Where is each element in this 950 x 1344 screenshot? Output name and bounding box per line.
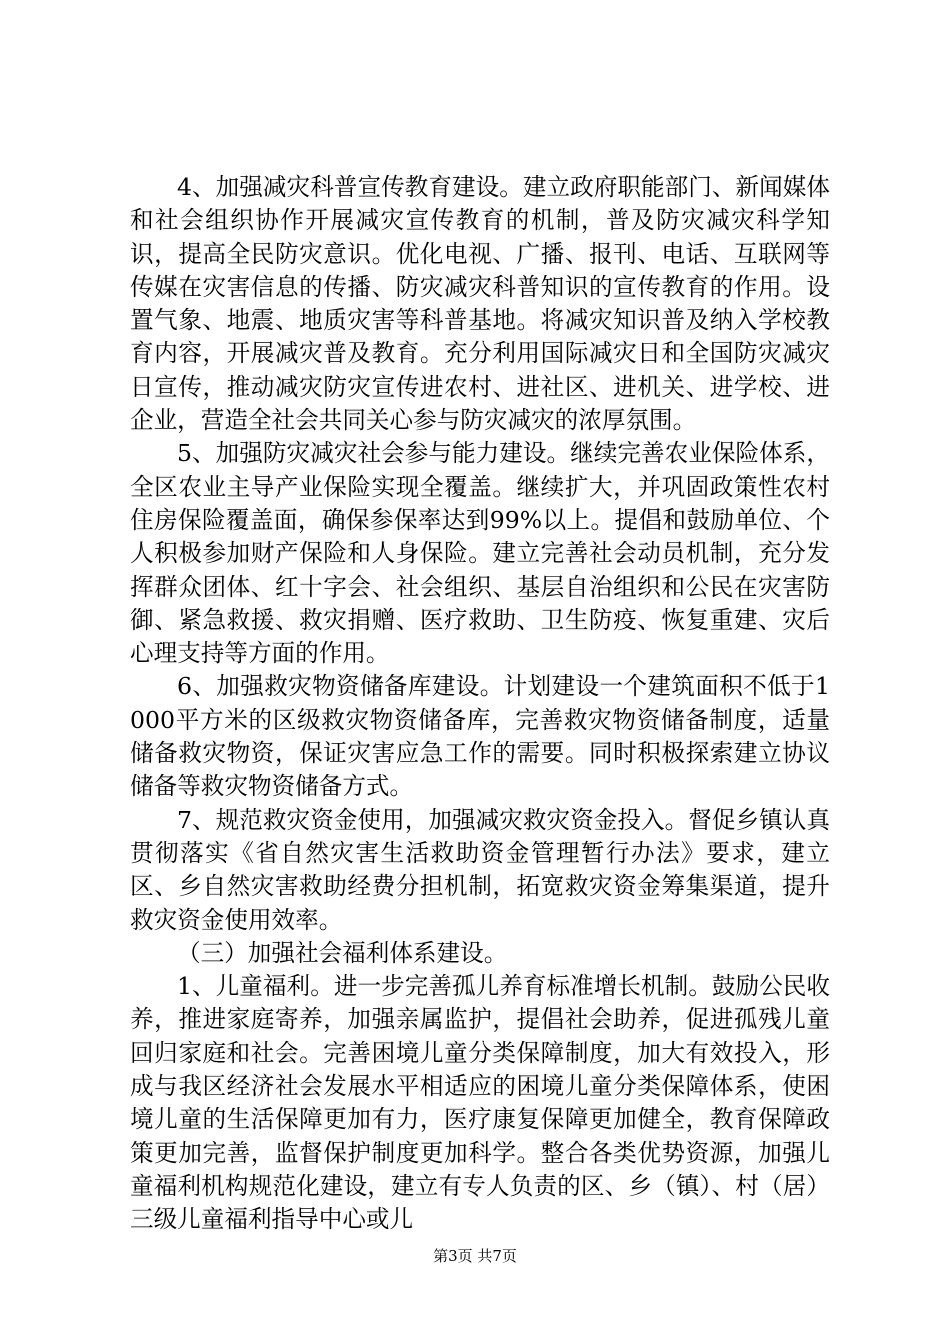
paragraph-disaster-education: 4、加强减灾科普宣传教育建设。建立政府职能部门、新闻媒体和社会组织协作开展减灾宣传教育的机制，普及防灾减灾科学知识，提高全民防灾意识。优化电视、广播、报刊、电话、互联网等传媒在灾害信息的传播、防灾减灾科普知识的宣传教育的作用。设置气象、地震、地质灾害等科普基地。将减灾知识普及纳入学校教育内容，开展减灾普及教育。充分利用国际减灾日和全国防灾减灾日宣传，推动减灾防灾宣传进农村、进社区、进机关、进学校、进企业，营造全社会共同关心参与防灾减灾的浓厚氛围。 (130, 173, 830, 435)
page-footer: 第3页 共7页 (433, 1247, 517, 1265)
paragraph-relief-funds: 7、规范救灾资金使用，加强减灾救灾资金投入。督促乡镇认真贯彻落实《省自然灾害生活救助资金管理暂行办法》要求，建立区、乡自然灾害救助经费分担机制，拓宽救灾资金筹集渠道，提升救灾资金使用效率。 (130, 805, 830, 934)
paragraph-social-participation: 5、加强防灾减灾社会参与能力建设。继续完善农业保险体系，全区农业主导产业保险实现全覆盖。继续扩大，并巩固政策性农村住房保险覆盖面，确保参保率达到99%以上。提倡和鼓励单位、个人积极参加财产保险和人身保险。建立完善社会动员机制，充分发挥群众团体、红十字会、社会组织、基层自治组织和公民在灾害防御、紧急救援、救灾捐赠、医疗救助、卫生防疫、恢复重建、灾后心理支持等方面的作用。 (130, 439, 830, 668)
paragraph-relief-storage: 6、加强救灾物资储备库建设。计划建设一个建筑面积不低于1000平方米的区级救灾物资储备库，完善救灾物资储备制度，适量储备救灾物资，保证灾害应急工作的需要。同时积极探索建立协议储备等救灾物资储备方式。 (130, 672, 830, 801)
section-heading-social-welfare: （三）加强社会福利体系建设。 (177, 938, 508, 967)
document-body (130, 171, 830, 1237)
paragraph-child-welfare: 1、儿童福利。进一步完善孤儿养育标准增长机制。鼓励公民收养，推进家庭寄养，加强亲属监护，提倡社会助养，促进孤残儿童回归家庭和社会。完善困境儿童分类保障制度，加大有效投入，形成与我区经济社会发展水平相适应的困境儿童分类保障体系，使困境儿童的生活保障更加有力，医疗康复保障更加健全，教育保障政策更加完善，监督保护制度更加科学。整合各类优势资源，加强儿童福利机构规范化建设，建立有专人负责的区、乡（镇）、村（居）三级儿童福利指导中心或儿 (130, 972, 830, 1234)
